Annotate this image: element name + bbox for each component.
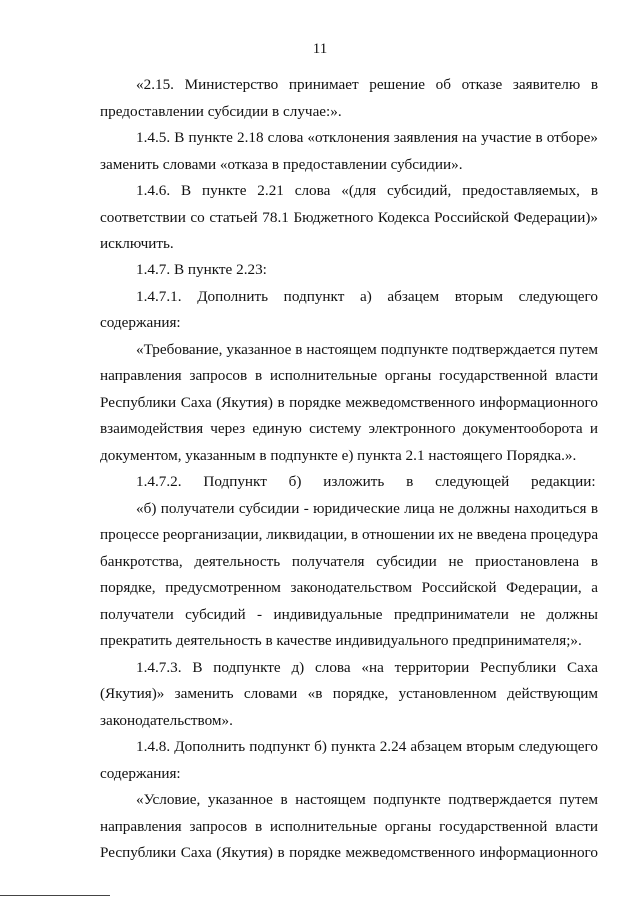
text-line: Республики Саха (Якутия) в порядке межведомственного информационного	[100, 394, 598, 411]
text-line: законодательством».	[100, 712, 233, 729]
text-line: взаимодействия через единую систему электронного документооборота и	[100, 420, 598, 437]
text-line: документом, указанным в подпункте е) пункта 2.1 настоящего Порядка.».	[100, 447, 577, 464]
text-line: содержания:	[100, 314, 181, 331]
text-line: 1.4.8. Дополнить подпункт б) пункта 2.24 абзацем вторым следующего	[136, 738, 598, 755]
text-line: банкротства, деятельность получателя субсидии не приостановлена в	[100, 553, 598, 570]
text-line: соответствии со статьей 78.1 Бюджетного Кодекса Российской Федерации)»	[100, 209, 598, 226]
text-line: предоставлении субсидии в случае:».	[100, 103, 342, 120]
text-line: направления запросов в исполнительные органы государственной власти	[100, 367, 598, 384]
text-line: «Требование, указанное в настоящем подпункте подтверждается путем	[136, 341, 598, 358]
footnote-divider	[0, 895, 110, 896]
text-line: Республики Саха (Якутия) в порядке межведомственного информационного	[100, 844, 598, 861]
text-line: прекратить деятельность в качестве индивидуального предпринимателя;».	[100, 632, 582, 649]
text-line: 1.4.7.2. Подпункт б) изложить в следующей редакции:	[136, 473, 596, 490]
text-line: процессе реорганизации, ликвидации, в отношении их не введена процедура	[100, 526, 599, 543]
text-line: 1.4.7.3. В подпункте д) слова «на территории Республики Саха	[136, 659, 598, 676]
text-line: получатели субсидий - индивидуальные предприниматели не должны	[100, 606, 598, 623]
text-line: порядке, предусмотренном законодательством Российской Федерации, а	[100, 579, 598, 596]
text-line: исключить.	[100, 235, 174, 252]
text-line: 1.4.5. В пункте 2.18 слова «отклонения заявления на участие в отборе»	[136, 129, 598, 146]
text-line: направления запросов в исполнительные органы государственной власти	[100, 818, 598, 835]
text-line: «б) получатели субсидии - юридические лица не должны находиться в	[136, 500, 598, 517]
text-line: заменить словами «отказа в предоставлении субсидии».	[100, 156, 463, 173]
text-line: 1.4.7. В пункте 2.23:	[136, 261, 267, 278]
text-line: 1.4.6. В пункте 2.21 слова «(для субсидий, предоставляемых, в	[136, 182, 598, 199]
text-line: «2.15. Министерство принимает решение об отказе заявителю в	[136, 76, 598, 93]
text-line: (Якутия)» заменить словами «в порядке, установленном действующим	[100, 685, 598, 702]
text-line: 1.4.7.1. Дополнить подпункт а) абзацем вторым следующего	[136, 288, 598, 305]
text-line: содержания:	[100, 765, 181, 782]
page-number: 11	[312, 41, 328, 57]
text-line: «Условие, указанное в настоящем подпункте подтверждается путем	[136, 791, 598, 808]
